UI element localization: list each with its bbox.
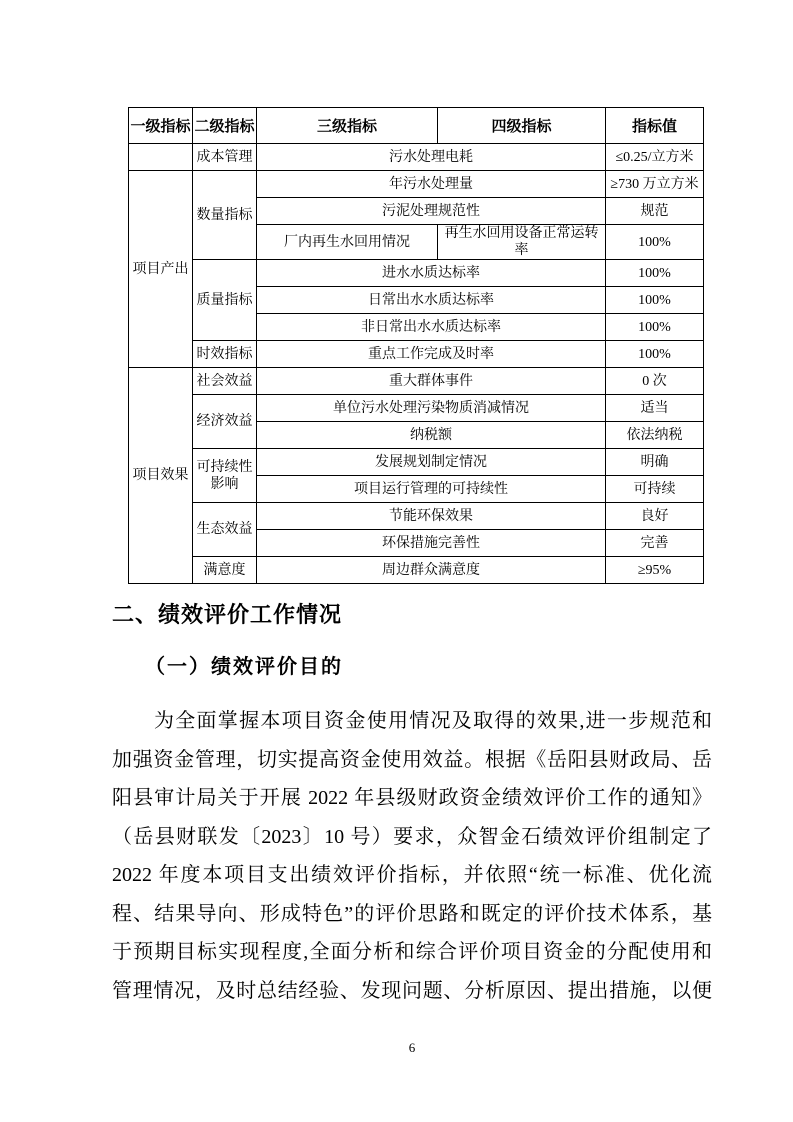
table-cell-level3: 环保措施完善性: [257, 530, 606, 557]
paragraph-line: 于预期目标实现程度,全面分析和综合评价项目资金的分配使用和: [112, 941, 712, 963]
table-cell-value: 100%: [606, 314, 704, 341]
table-cell-level2: 满意度: [193, 557, 257, 584]
table-cell-level3: 节能环保效果: [257, 503, 606, 530]
table-cell-level3: 发展规划制定情况: [257, 449, 606, 476]
table-cell-level2: 经济效益: [193, 395, 257, 449]
table-cell-level4: 再生水回用设备正常运转率: [438, 225, 606, 260]
table-cell-level1: 项目效果: [129, 368, 193, 584]
table-row: [129, 341, 704, 368]
table-cell-level3: 项目运行管理的可持续性: [257, 476, 606, 503]
table-cell-level3: 重点工作完成及时率: [257, 341, 606, 368]
table-cell-level2: 数量指标: [193, 171, 257, 260]
table-cell-level3: 周边群众满意度: [257, 557, 606, 584]
table-cell-level1-empty: [129, 144, 193, 171]
table-cell-level2: 生态效益: [193, 503, 257, 557]
table-row: [129, 449, 704, 476]
table-header-value: 指标值: [606, 108, 704, 144]
table-cell-level2: 社会效益: [193, 368, 257, 395]
subsection-heading: （一）绩效评价目的: [145, 656, 343, 678]
table-cell-level3: 非日常出水水质达标率: [257, 314, 606, 341]
indicator-table: [128, 107, 704, 584]
paragraph-line: 2022 年度本项目支出绩效评价指标，并依照“统一标准、优化流: [112, 864, 712, 886]
table-row: [129, 503, 704, 530]
table-cell-value: 可持续: [606, 476, 704, 503]
page-number: 6: [408, 1040, 416, 1055]
table-cell-level3: 日常出水水质达标率: [257, 287, 606, 314]
table-cell-value: 依法纳税: [606, 422, 704, 449]
table-cell-level3: 污水处理电耗: [257, 144, 606, 171]
table-cell-level2: 成本管理: [193, 144, 257, 171]
table-cell-value: ≤0.25/立方米: [606, 144, 704, 171]
table-cell-level2: 时效指标: [193, 341, 257, 368]
body-paragraph: [112, 702, 712, 1010]
table-cell-value: 100%: [606, 225, 704, 260]
table-header-level1: 一级指标: [129, 108, 193, 144]
table-cell-level3: 年污水处理量: [257, 171, 606, 198]
table-cell-value: 良好: [606, 503, 704, 530]
table-cell-level2: 质量指标: [193, 260, 257, 341]
table-cell-value: 规范: [606, 198, 704, 225]
table-cell-level3: 重大群体事件: [257, 368, 606, 395]
paragraph-line: 管理情况，及时总结经验、发现问题、分析原因、提出措施，以便: [112, 979, 712, 1002]
table-cell-value: 100%: [606, 341, 704, 368]
paragraph-line: 为全面掌握本项目资金使用情况及取得的效果,进一步规范和: [154, 710, 712, 732]
table-cell-level3: 污泥处理规范性: [257, 198, 606, 225]
table-cell-value: 100%: [606, 260, 704, 287]
table-header-row: [129, 108, 704, 144]
paragraph-line: 阳县审计局关于开展 2022 年县级财政资金绩效评价工作的通知》: [112, 787, 712, 809]
table-row: [129, 144, 704, 171]
page-content: [112, 0, 712, 1010]
table-header-level3: 三级指标: [257, 108, 438, 144]
table-cell-level3: 纳税额: [257, 422, 606, 449]
table-row: [129, 171, 704, 198]
table-row: [129, 557, 704, 584]
table-cell-value: 适当: [606, 395, 704, 422]
table-cell-level1: 项目产出: [129, 171, 193, 368]
table-cell-level2: 可持续性影响: [193, 449, 257, 503]
table-row: [129, 395, 704, 422]
paragraph-line: 程、结果导向、形成特色”的评价思路和既定的评价技术体系，基: [112, 902, 712, 925]
table-header-level4: 四级指标: [438, 108, 606, 144]
table-cell-value: 完善: [606, 530, 704, 557]
table-header-level2: 二级指标: [193, 108, 257, 144]
table-cell-value: 100%: [606, 287, 704, 314]
table-cell-level3: 进水水质达标率: [257, 260, 606, 287]
table-cell-value: 明确: [606, 449, 704, 476]
section-heading: 二、绩效评价工作情况: [112, 602, 343, 627]
table-cell-value: ≥730 万立方米: [606, 171, 704, 198]
paragraph-line: （岳县财联发〔2023〕10 号）要求，众智金石绩效评价组制定了: [112, 825, 712, 848]
paragraph-line: 加强资金管理，切实提高资金使用效益。根据《岳阳县财政局、岳: [112, 748, 712, 771]
table-row: [129, 368, 704, 395]
table-cell-level3: 厂内再生水回用情况: [257, 225, 438, 260]
table-cell-value: 0 次: [606, 368, 704, 395]
table-cell-value: ≥95%: [606, 557, 704, 584]
table-row: [129, 260, 704, 287]
table-cell-level3: 单位污水处理污染物质消减情况: [257, 395, 606, 422]
